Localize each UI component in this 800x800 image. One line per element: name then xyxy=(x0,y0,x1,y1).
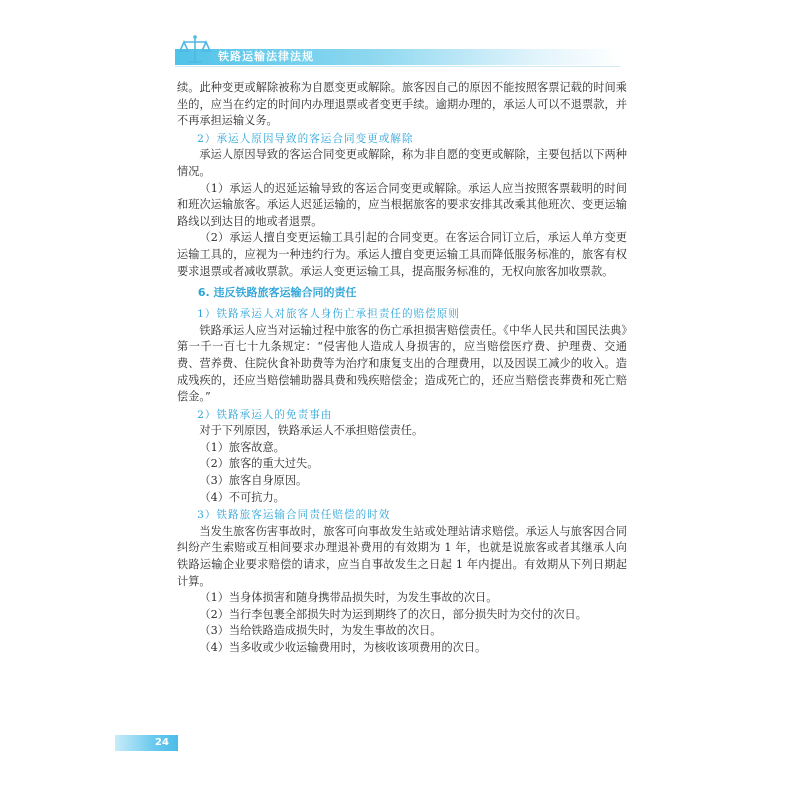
body-paragraph: （4）当多收或少收运输费用时，为核收该项费用的次日。 xyxy=(199,641,487,654)
page-body xyxy=(177,80,627,657)
subsection-heading: 2）铁路承运人的免责事由 xyxy=(197,408,333,421)
body-paragraph: （1）承运人的迟延运输导致的客运合同变更或解除。承运人应当按照客票载明的时间和班次运输旅客。承运人迟延运输的，应当根据旅客的要求安排其改乘其他班次、变更运输路线以到达目的地或者退票。 xyxy=(177,181,627,228)
page-header xyxy=(0,0,800,80)
body-paragraph: 承运人原因导致的客运合同变更或解除，称为非自愿的变更或解除，主要包括以下两种情况。 xyxy=(177,148,627,178)
page-number: 24 xyxy=(155,737,169,748)
subsection-heading: 3）铁路旅客运输合同责任赔偿的时效 xyxy=(197,509,391,522)
body-paragraph: （1）当身体损害和随身携带品损失时，为发生事故的次日。 xyxy=(199,591,498,605)
body-paragraph: 续。此种变更或解除被称为自愿变更或解除。旅客因自己的原因不能按照客票记载的时间乘坐的，应当在约定的时间内办理退票或者变更手续。逾期办理的，承运人可以不退票款，并不再承担运输义务。 xyxy=(177,81,627,128)
body-paragraph: 当发生旅客伤害事故时，旅客可向事故发生站或处理站请求赔偿。承运人与旅客因合同纠纷产生索赔或互相间要求办理退补费用的有效期为 1 年，也就是说旅客或者其继承人向铁路运输企业要求赔偿的请求，应当自事故发生之日起 1 年内提出。有效期从下列日期起计算。 xyxy=(177,524,627,588)
body-paragraph: 对于下列原因，铁路承运人不承担赔偿责任。 xyxy=(199,424,424,438)
body-paragraph: （2）当行李包裹全部损失时为运到期终了的次日，部分损失时为交付的次日。 xyxy=(199,607,587,621)
scales-of-justice-icon xyxy=(178,34,212,66)
body-paragraph: （4）不可抗力。 xyxy=(199,490,285,504)
subsection-heading: 2）承运人原因导致的客运合同变更或解除 xyxy=(197,132,414,145)
header-divider xyxy=(175,66,620,67)
subsection-heading: 1）铁路承运人对旅客人身伤亡承担责任的赔偿原则 xyxy=(197,308,460,321)
book-title: 铁路运输法律法规 xyxy=(218,50,314,63)
body-paragraph: 铁路承运人应当对运输过程中旅客的伤亡承担损害赔偿责任。《中华人民共和国民法典》第一千一百七十九条规定：“侵害他人造成人身损害的，应当赔偿医疗费、护理费、交通费、营养费、住院伙食补助费等为治疗和康复支出的合理费用，以及因误工减少的收入。造成残疾的，还应当赔偿辅助器具费和残疾赔偿金；造成死亡的，还应当赔偿丧葬费和死亡赔偿金。” xyxy=(177,323,627,404)
body-paragraph: （1）旅客故意。 xyxy=(199,440,285,454)
section-heading: 6. 违反铁路旅客运输合同的责任 xyxy=(197,286,357,300)
body-paragraph: （3）旅客自身原因。 xyxy=(199,474,308,488)
body-paragraph: （2）承运人擅自变更运输工具引起的合同变更。在客运合同订立后，承运人单方变更运输工具的，应视为一种违约行为。承运人擅自变更运输工具而降低服务标准的，旅客有权要求退票或者减收票款。承运人变更运输工具，提高服务标准的，无权向旅客加收票款。 xyxy=(177,231,627,278)
body-paragraph: （3）当给铁路造成损失时，为发生事故的次日。 xyxy=(199,624,442,638)
body-paragraph: （2）旅客的重大过失。 xyxy=(199,457,319,471)
